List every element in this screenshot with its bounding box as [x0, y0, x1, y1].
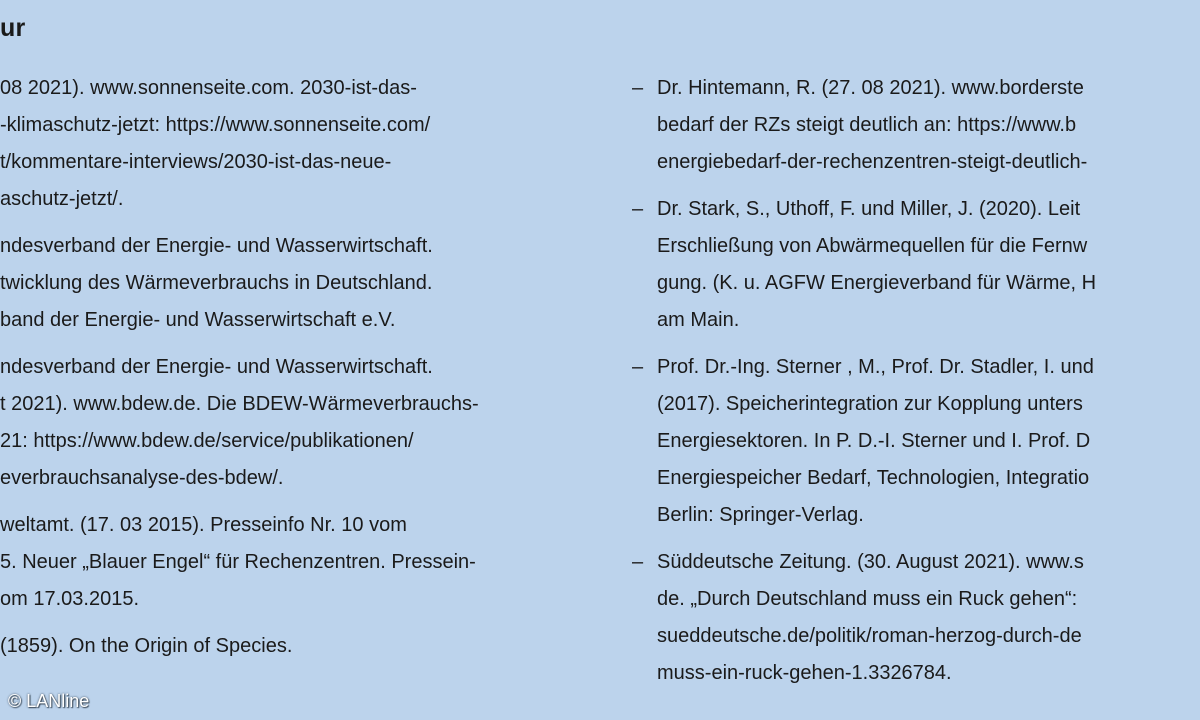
section-heading: ur [0, 14, 26, 42]
reference-list-left [0, 70, 610, 675]
reference-entry [0, 628, 610, 665]
reference-line: Dr. Hintemann, R. (27. 08 2021). www.borderste [657, 77, 1084, 99]
reference-line: band der Energie- und Wasserwirtschaft e.V. [0, 309, 396, 331]
reference-line: ndesverband der Energie- und Wasserwirtschaft. [0, 235, 433, 257]
reference-line: 21: https://www.bdew.de/service/publikationen/ [0, 430, 414, 452]
reference-line: weltamt. (17. 03 2015). Presseinfo Nr. 10 vom [0, 514, 407, 536]
reference-line: sueddeutsche.de/politik/roman-herzog-durch-de [657, 625, 1082, 647]
copyright-watermark: © LANline [8, 691, 90, 711]
reference-entry [632, 191, 1200, 339]
reference-line: am Main. [657, 309, 740, 331]
dash-bullet: – [632, 77, 644, 99]
reference-line: ndesverband der Energie- und Wasserwirtschaft. [0, 356, 433, 378]
reference-line: (1859). On the Origin of Species. [0, 635, 293, 657]
reference-line: Erschließung von Abwärmequellen für die Fernw [657, 235, 1088, 257]
dash-bullet: – [632, 551, 644, 573]
reference-line: energiebedarf-der-rechenzentren-steigt-deutlich- [657, 151, 1088, 173]
reference-line: -klimaschutz-jetzt: https://www.sonnenseite.com/ [0, 114, 431, 136]
reference-line: Berlin: Springer-Verlag. [657, 504, 864, 526]
reference-entry [0, 228, 610, 339]
reference-line: aschutz-jetzt/. [0, 188, 124, 210]
reference-line: de. „Durch Deutschland muss ein Ruck gehen“: [657, 588, 1078, 610]
reference-line: bedarf der RZs steigt deutlich an: https://www.b [657, 114, 1077, 136]
dash-bullet: – [632, 198, 644, 220]
reference-line: muss-ein-ruck-gehen-1.3326784. [657, 662, 952, 684]
reference-entry [0, 70, 610, 218]
reference-entry [632, 544, 1200, 692]
reference-line: (2017). Speicherintegration zur Kopplung unters [657, 393, 1083, 415]
reference-line: 5. Neuer „Blauer Engel“ für Rechenzentren. Pressein- [0, 551, 476, 573]
reference-entry [0, 507, 610, 618]
dash-bullet: – [632, 356, 644, 378]
reference-line: Energiespeicher Bedarf, Technologien, Integratio [657, 467, 1090, 489]
reference-line: 08 2021). www.sonnenseite.com. 2030-ist-das- [0, 77, 417, 99]
reference-entry [632, 349, 1200, 534]
reference-line: om 17.03.2015. [0, 588, 139, 610]
reference-line: gung. (K. u. AGFW Energieverband für Wärme, H [657, 272, 1097, 294]
reference-entry [632, 70, 1200, 181]
reference-line: everbrauchsanalyse-des-bdew/. [0, 467, 284, 489]
reference-line: t/kommentare-interviews/2030-ist-das-neue- [0, 151, 392, 173]
reference-list-right [632, 70, 1200, 702]
reference-entry [0, 349, 610, 497]
reference-line: Prof. Dr.-Ing. Sterner , M., Prof. Dr. Stadler, I. und [657, 356, 1094, 378]
reference-line: t 2021). www.bdew.de. Die BDEW-Wärmeverbrauchs- [0, 393, 479, 415]
reference-line: Süddeutsche Zeitung. (30. August 2021). www.s [657, 551, 1084, 573]
reference-line: Energiesektoren. In P. D.-I. Sterner und I. Prof. D [657, 430, 1091, 452]
reference-line: Dr. Stark, S., Uthoff, F. und Miller, J. (2020). Leit [657, 198, 1081, 220]
reference-line: twicklung des Wärmeverbrauchs in Deutschland. [0, 272, 433, 294]
